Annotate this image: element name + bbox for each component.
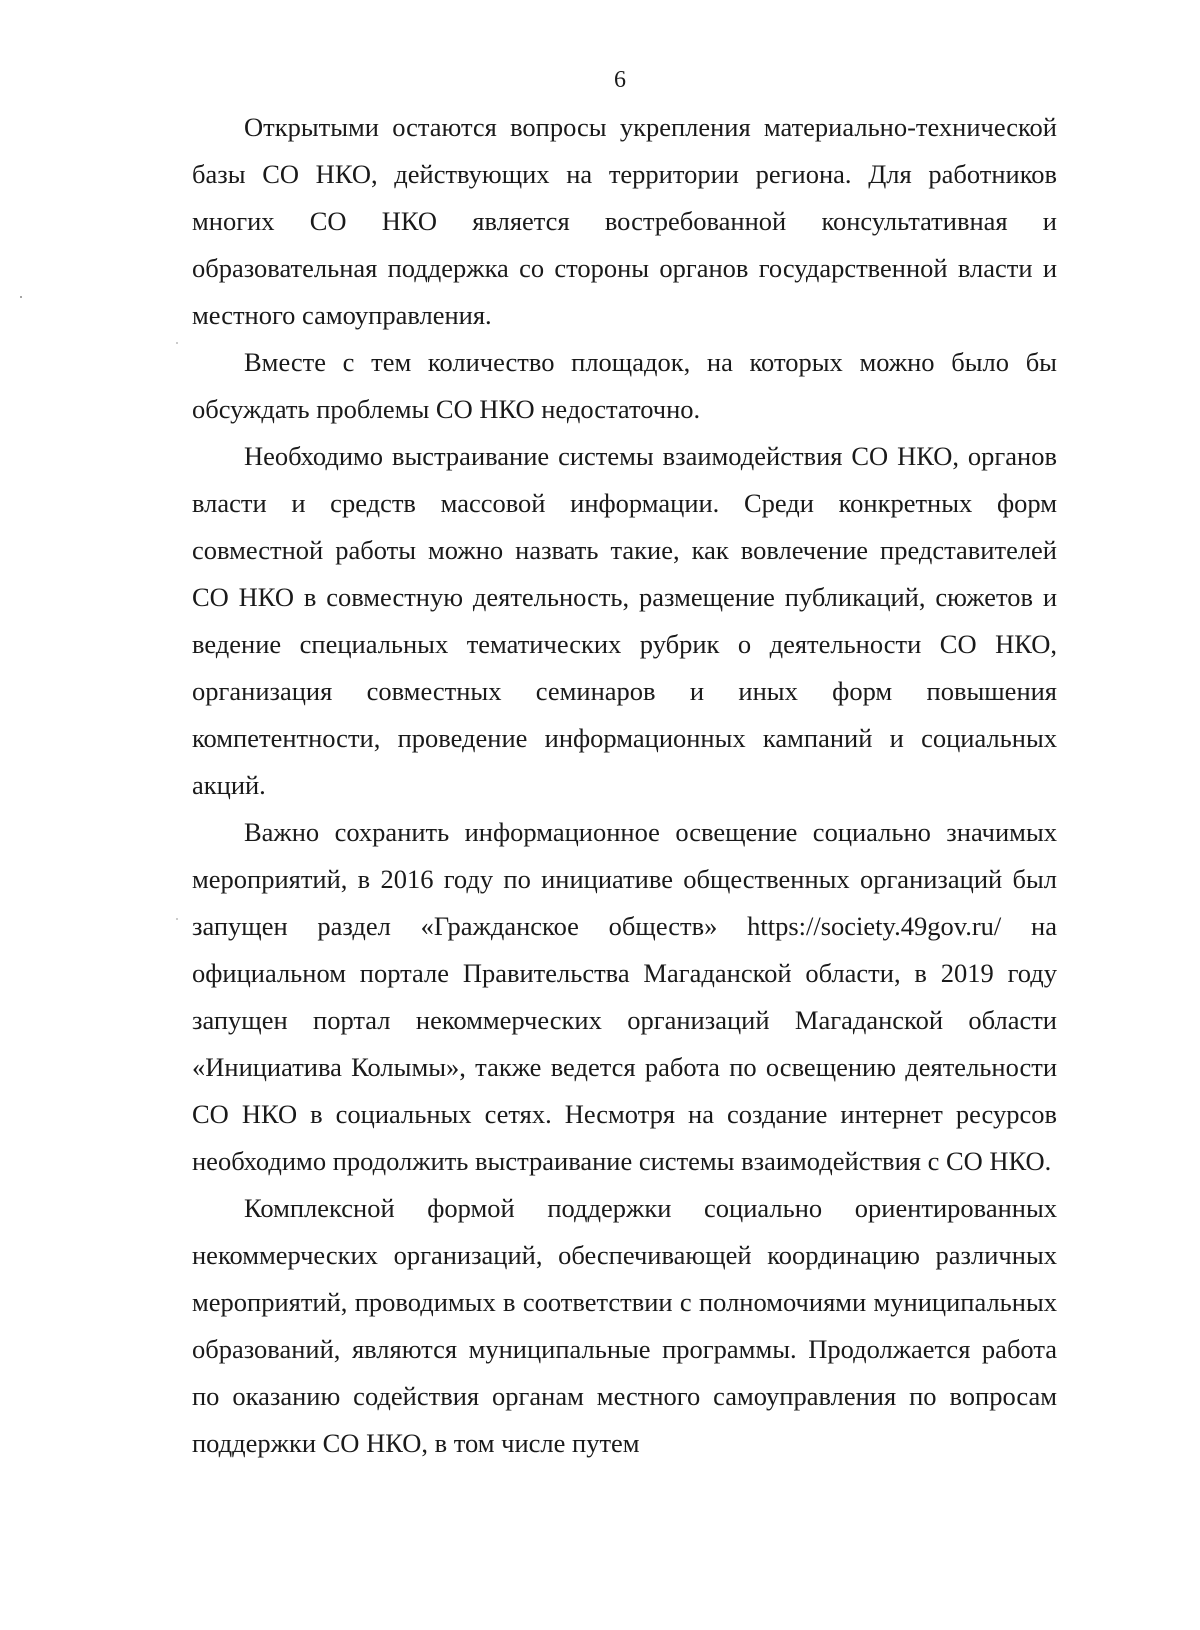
paragraph-information-coverage: Важно сохранить информационное освещение социально значимых мероприятий, в 2016 году по инициативе общественных организаций был запущен раздел «Гражданское обществ» https://society.49gov.ru/ на официальном портале Правительства Магаданской области, в 2019 году запущен портал некоммерческих организаций Магаданской области «Инициатива Колымы», также ведется работа по освещению деятельности СО НКО в социальных сетях. Несмотря на создание интернет ресурсов необходимо продолжить выстраивание системы взаимодействия с СО НКО. [192, 817, 1057, 1176]
page-number: 6 [614, 67, 626, 93]
document-body [192, 104, 1057, 1467]
paragraph-material-base: Открытыми остаются вопросы укрепления материально-технической базы СО НКО, действующих на территории региона. Для работников многих СО НКО является востребованной консультативная и образовательная поддержка со стороны органов государственной власти и местного самоуправления. [192, 112, 1057, 330]
scan-speck [176, 918, 178, 920]
paragraph-interaction-system: Необходимо выстраивание системы взаимодействия СО НКО, органов власти и средств массовой информации. Среди конкретных форм совместной работы можно назвать такие, как вовлечение представителей СО НКО в совместную деятельность, размещение публикаций, сюжетов и ведение специальных тематических рубрик о деятельности СО НКО, организация совместных семинаров и иных форм повышения компетентности, проведение информационных кампаний и социальных акций. [192, 441, 1057, 800]
paragraph-discussion-platforms: Вместе с тем количество площадок, на которых можно было бы обсуждать проблемы СО НКО недостаточно. [192, 347, 1057, 424]
scan-speck [20, 296, 22, 298]
paragraph-municipal-programs: Комплексной формой поддержки социально ориентированных некоммерческих организаций, обеспечивающей координацию различных мероприятий, проводимых в соответствии с полномочиями муниципальных образований, являются муниципальные программы. Продолжается работа по оказанию содействия органам местного самоуправления по вопросам поддержки СО НКО, в том числе путем [192, 1193, 1057, 1458]
scan-speck [176, 342, 178, 344]
